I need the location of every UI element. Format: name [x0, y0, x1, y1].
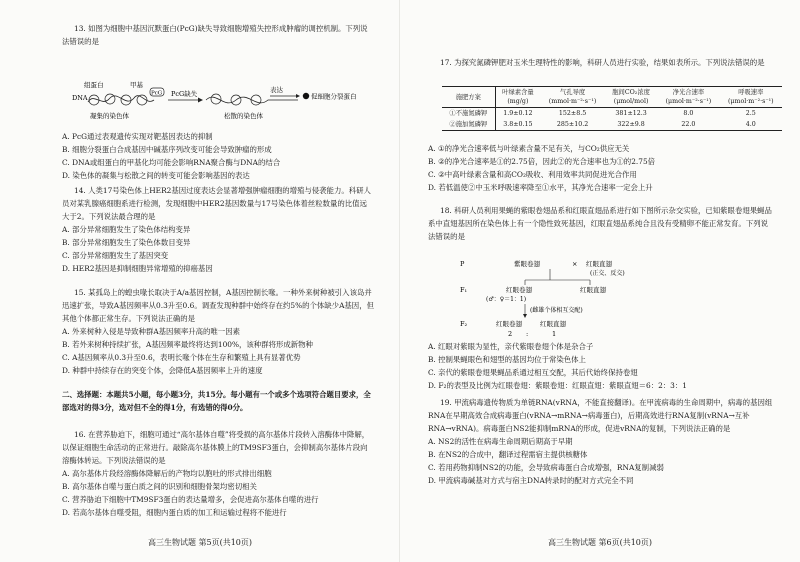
- section-2-heading: [62, 388, 374, 414]
- f1-label: F₁: [460, 286, 468, 294]
- cell: 322±9.8: [605, 119, 657, 131]
- q15-option-a[interactable]: A. 外来树种入侵是导致种群A基因频率升高的唯一因素: [62, 327, 240, 336]
- q17-option-c[interactable]: C. ②中高叶绿素含量和高CO₂吸收、利用效率共同促进光合作用: [428, 170, 637, 179]
- reciprocal-label: (正交、反交): [590, 270, 625, 277]
- q18-cross-diagram: [440, 258, 690, 338]
- q14-option-b[interactable]: B. 部分异常细胞发生了染色体数目变异: [62, 238, 191, 247]
- question-17-stem: 17. 为探究氮磷钾肥对玉米生理特性的影响，科研人员进行实验，结果如表所示。下列说法错误的是: [440, 58, 765, 67]
- condensed-label: 凝集的染色体: [90, 112, 129, 120]
- f1-ratio: (♂：♀＝1：1): [486, 296, 527, 303]
- q19-option-d[interactable]: D. 甲流病毒碱基对方式与宿主DNA转录时的配对方式完全不同: [428, 476, 634, 485]
- f2-straight: 红眼直翅: [540, 320, 566, 328]
- q19-option-a[interactable]: A. NS2的活性在病毒生命周期后期高于早期: [428, 437, 573, 446]
- f1-f2-arrowhead: [523, 314, 527, 318]
- promote-label: 促细胞分裂蛋白: [311, 92, 357, 101]
- question-14: [62, 184, 374, 275]
- q15-option-d[interactable]: D. 种群中持续存在的突变个体，会降低A基因频率上升的速度: [62, 366, 263, 375]
- pcg-mechanism-diagram: [70, 78, 370, 128]
- nucleosome-2: [105, 94, 115, 104]
- pcg-missing-label: PcG缺失: [171, 90, 198, 98]
- pcg-loss-arrowhead: [198, 98, 203, 103]
- q18-option-b[interactable]: B. 控制果蝇眼色和翅型的基因均位于常染色体上: [428, 355, 586, 364]
- q14-option-c[interactable]: C. 部分异常细胞发生了基因突变: [62, 251, 169, 260]
- q18-option-c[interactable]: C. 亲代的紫眼卷翅果蝇品系通过相互交配，其后代始终保持卷翅: [428, 368, 638, 377]
- q16-option-b[interactable]: B. 高尔基体自噬与蛋白质之间的识别和细胞骨架均密切相关: [62, 482, 257, 491]
- left-page-footer: 高三生物试题 第5页(共10页): [147, 538, 253, 547]
- col-scheme: 施肥方案: [442, 87, 495, 108]
- cell: ②施加氮磷钾: [442, 119, 495, 131]
- question-15-stem: 15. 某孤岛上的蝗虫喙长取决于A/a基因控制，A基因控制长喙。一种外来树种被引入该岛并迅速扩张，导致A基因频率从0.3升至0.6。调查发现种群中始终存在约5%的个体缺少A基因，但其他个体都正常生存。下列说法正确的是: [62, 288, 374, 323]
- right-page: [400, 0, 800, 562]
- question-17: [428, 56, 774, 69]
- question-17-options: [428, 142, 774, 194]
- f1-curly: 红眼卷翅: [506, 286, 532, 294]
- question-13-stem: 13. 如图为细胞中基因沉默蛋白(PcG)缺失导致细胞增殖失控形成肿瘤的调控机制。下列说法错误的是: [62, 24, 368, 46]
- cell: 3.8±0.15: [495, 119, 540, 131]
- q13-option-c[interactable]: C. DNA或组蛋白的甲基化均可能会影响RNA聚合酶与DNA的结合: [62, 158, 281, 167]
- q16-option-c[interactable]: C. 营养胁迫下细胞中TM9SF3蛋白的表达量增多，会促进高尔基体自噬的进行: [62, 495, 319, 504]
- cell: ①不施氮磷钾: [442, 108, 495, 120]
- q16-option-a[interactable]: A. 高尔基体片段经溶酶体降解后的产物均以胞吐的形式排出细胞: [62, 469, 272, 478]
- dna-label: DNA: [72, 94, 88, 102]
- f2-ratio-colon: :: [526, 330, 529, 338]
- q19-option-b[interactable]: B. 在NS2的合成中，翻译过程需宿主提供核糖体: [428, 450, 588, 459]
- cell: 285±10.2: [540, 119, 605, 131]
- express-label: 表达: [270, 86, 283, 94]
- f2-label: F₂: [460, 320, 468, 328]
- q13-option-a[interactable]: A. PcG通过表观遗传实现对靶基因表达的抑制: [62, 132, 213, 141]
- q17-option-a[interactable]: A. ①的净光合速率低与叶绿素含量不足有关，与CO₂供应无关: [428, 144, 630, 153]
- q17-option-d[interactable]: D. 若低温使②中玉米呼吸速率降至①水平，其净光合速率一定会上升: [428, 183, 653, 192]
- col-stomatal: 气孔导度 (mmol·m⁻²·s⁻¹): [540, 87, 605, 108]
- p-purple-curly: 紫眼卷翅: [514, 260, 540, 268]
- q13-option-d[interactable]: D. 染色体的凝集与松散之间的转变可能会影响基因的表达: [62, 171, 250, 180]
- histone-label: 组蛋白: [84, 81, 104, 89]
- cell: 8.0: [683, 110, 694, 117]
- q18-option-d[interactable]: D. F₂的表型及比例为红眼卷翅：紫眼卷翅：红眼直翅：紫眼直翅＝6：2：3：1: [428, 381, 687, 390]
- q17-option-b[interactable]: B. ②的净光合速率是①的2.75倍，因此②的光合速率也为①的2.75倍: [428, 157, 656, 166]
- q15-option-b[interactable]: B. 若外来树种持续扩张，A基因频率最终将达到100%，该种群将形成新物种: [62, 340, 313, 349]
- cell: 2.5: [745, 110, 756, 117]
- question-18: [428, 204, 774, 243]
- q15-option-c[interactable]: C. A基因频率从0.3升至0.6，表明长喙个体在生存和繁殖上具有显著优势: [62, 353, 301, 362]
- table-row: [442, 108, 782, 120]
- pcg-label: PcG: [151, 90, 163, 97]
- q16-option-d[interactable]: D. 若高尔基体自噬受阻，细胞内蛋白质的加工和运输过程将不能进行: [62, 508, 287, 517]
- col-respiration: 呼吸速率 (μmol·m⁻²·s⁻¹): [720, 87, 782, 108]
- f2-ratio-1: 1: [552, 330, 557, 338]
- question-13: [62, 22, 374, 48]
- pcg-diagram-svg: [70, 78, 370, 128]
- section-2-text: 二、选择题：本题共5小题，每小题3分，共15分。每小题有一个或多个选项符合题目要求，全部选对的得3分，选对但不全的得1分，有选错的得0分。: [62, 390, 371, 412]
- methyl-label: 甲基: [130, 81, 143, 89]
- question-15: [62, 286, 374, 377]
- q13-option-b[interactable]: B. 细胞分裂蛋白合成基因中碱基序列改变可能会导致肿瘤的形成: [62, 145, 272, 154]
- right-page-footer: 高三生物试题 第6页(共10页): [547, 538, 653, 547]
- question-16: [62, 428, 374, 519]
- question-18-options: [428, 340, 774, 392]
- f2-ratio-2: 2: [508, 330, 513, 338]
- col-chlorophyll: 叶绿素含量 (mg/g): [495, 87, 540, 108]
- table-row: [442, 119, 782, 131]
- f2-curly: 红眼卷翅: [496, 320, 522, 328]
- q14-option-d[interactable]: D. HER2基因是抑制细胞异常增殖的抑癌基因: [62, 264, 213, 273]
- question-19-stem: 19. 甲流病毒遗传物质为单链RNA(vRNA，不能直接翻译)。在甲流病毒的生命周期中，病毒的基因组RNA在早期高效合成病毒蛋白(vRNA→mRNA→病毒蛋白)，后期高效进行RNA复制(vRNA→互补RNA→vRNA)。病毒蛋白NS2能抑制mRNA的形成，促进vRNA的复制，下列说法正确的是: [428, 398, 773, 433]
- q19-option-c[interactable]: C. 若用药物抑制NS2的功能，会导致病毒蛋白合成增强，RNA复制减弱: [428, 463, 664, 472]
- promote-protein-dot: [303, 93, 309, 99]
- q14-option-a[interactable]: A. 部分异常细胞发生了染色体结构变异: [62, 225, 191, 234]
- nucleosome-3: [121, 95, 131, 105]
- question-16-stem: 16. 在营养胁迫下，细胞可通过“高尔基体自噬”将受损的高尔基体片段转入溶酶体中降解，以保证细胞生命活动的正常进行。敲除高尔基体膜上的TM9SF3蛋白，会抑制高尔基体片段向溶酶体转运。下列说法错误的是: [62, 430, 370, 465]
- question-13-options: [62, 130, 374, 182]
- cell: 4.0: [720, 119, 782, 131]
- question-14-stem: 14. 人类17号染色体上HER2基因过度表达会显著增强肿瘤细胞的增殖与侵袭能力。科研人员对某乳腺癌细胞系进行检测，发现细胞中HER2基因数量与17号染色体着丝粒数量的比值远大于2。下列说法最合理的是: [62, 186, 371, 221]
- q17-data-table: [442, 86, 782, 131]
- col-net-photo: 净光合速率 (μmol·m⁻²·s⁻¹): [657, 87, 719, 108]
- p-red-straight: 红眼直翅: [586, 260, 612, 268]
- cross-diagram-svg: [440, 258, 690, 338]
- intercross-label: (雌雄个体相互交配): [530, 307, 583, 314]
- cell: 381±12.3: [615, 110, 647, 117]
- cell: 22.0: [657, 119, 719, 131]
- table-header-row: [442, 87, 782, 108]
- loose-label: 松散的染色体: [224, 112, 263, 120]
- express-arrowhead: [296, 94, 300, 98]
- question-18-stem: 18. 科研人员利用果蝇的紫眼卷翅品系和红眼直翅品系进行如下图所示杂交实验，已知紫眼卷翅果蝇品系中直翅基因所在染色体上有一个隐性致死基因，红眼直翅品系纯合且没有受精卵不能正常发育。下列说法错误的是: [428, 206, 772, 241]
- col-co2: 胞间CO₂浓度 (μmol/mol): [605, 87, 657, 108]
- cell: 1.9±0.12: [503, 110, 533, 117]
- loose-nucleosome-1: [211, 94, 221, 104]
- cell: 152±8.5: [558, 110, 587, 117]
- p-label: P: [460, 260, 465, 268]
- f1-straight: 红眼直翅: [580, 286, 606, 294]
- p-times: ×: [572, 260, 578, 268]
- q18-option-a[interactable]: A. 红眼对紫眼为显性，亲代紫眼卷翅个体是杂合子: [428, 342, 594, 351]
- question-19: [428, 396, 774, 487]
